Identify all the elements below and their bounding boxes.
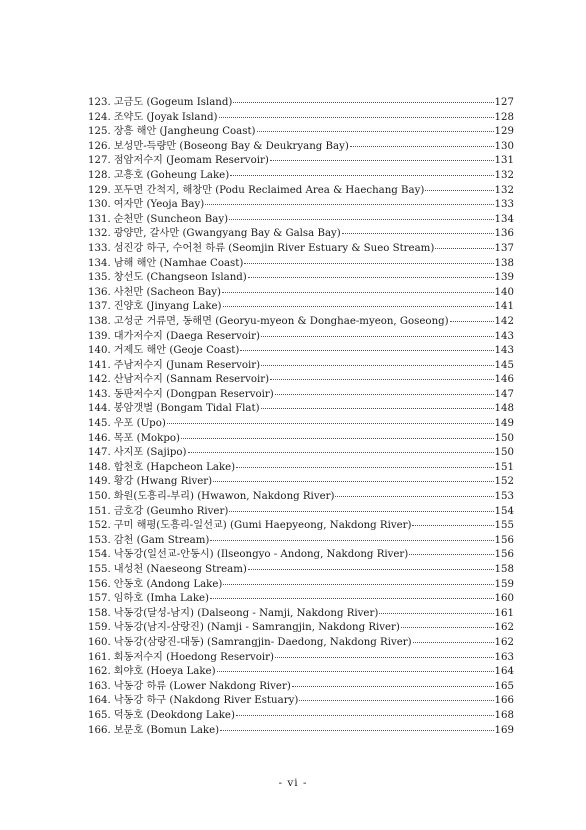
toc-entry-title: 낙동강(남지-삼랑진) (Namji - Samrangjin, Nakdong River): [113, 622, 400, 634]
toc-entry-title: 산남저수지 (Sannam Reservoir): [113, 374, 270, 386]
toc-dot-leader: [425, 190, 493, 191]
toc-entry-number: 133.: [88, 242, 111, 254]
toc-entry[interactable]: [88, 125, 514, 140]
toc-entry[interactable]: [88, 213, 514, 228]
toc-dot-leader: [223, 306, 494, 307]
toc-entry-number: 156.: [88, 578, 111, 590]
toc-dot-leader: [188, 452, 494, 453]
toc-entry-title: 여자만 (Yeoja Bay): [113, 199, 205, 211]
toc-entry-number: 128.: [88, 169, 111, 181]
toc-entry-number: 130.: [88, 199, 111, 211]
toc-entry[interactable]: [88, 111, 514, 126]
toc-entry[interactable]: [88, 286, 514, 301]
toc-dot-leader: [413, 642, 494, 643]
toc-entry-title: 고금도 (Gogeum Island): [113, 97, 233, 108]
toc-entry-page: 155: [494, 520, 514, 532]
toc-entry[interactable]: [88, 227, 514, 242]
toc-entry-page: 169: [494, 724, 514, 736]
toc-entry-title: 내성천 (Naeseong Stream): [113, 564, 247, 575]
toc-entry[interactable]: [88, 636, 514, 651]
toc-entry-number: 154.: [88, 549, 111, 561]
toc-entry-title: 낙동강(일선교-안동시) (Ilseongyo - Andong, Nakdong River): [113, 549, 409, 561]
toc-entry-page: 162: [494, 636, 514, 648]
toc-entry-page: 150: [494, 432, 514, 444]
toc-entry[interactable]: [88, 198, 514, 213]
toc-entry-title: 남해 해안 (Namhae Coast): [113, 257, 244, 269]
toc-entry-number: 136.: [88, 286, 111, 298]
toc-entry-page: 128: [494, 111, 514, 123]
toc-dot-leader: [244, 263, 493, 264]
toc-entry-page: 134: [494, 213, 514, 225]
toc-dot-leader: [248, 277, 494, 278]
toc-entry[interactable]: [88, 563, 514, 578]
toc-dot-leader: [229, 511, 493, 512]
toc-entry[interactable]: [88, 169, 514, 184]
toc-dot-leader: [292, 686, 494, 687]
table-of-contents: [88, 96, 514, 738]
toc-dot-leader: [222, 292, 494, 293]
toc-dot-leader: [257, 131, 494, 132]
toc-entry-page: 143: [494, 330, 514, 342]
toc-dot-leader: [342, 233, 494, 234]
toc-entry-page: 160: [494, 593, 514, 605]
toc-entry-number: 126.: [88, 140, 111, 152]
toc-dot-leader: [248, 569, 494, 570]
toc-entry[interactable]: [88, 315, 514, 330]
toc-entry-page: 148: [494, 403, 514, 415]
toc-entry-number: 146.: [88, 432, 111, 444]
toc-entry-title: 순천만 (Suncheon Bay): [113, 213, 229, 225]
toc-dot-leader: [233, 102, 493, 103]
toc-dot-leader: [335, 496, 493, 497]
toc-dot-leader: [270, 160, 494, 161]
toc-entry[interactable]: [88, 475, 514, 490]
toc-entry-page: 140: [494, 286, 514, 298]
toc-entry-number: 150.: [88, 491, 111, 503]
toc-dot-leader: [210, 598, 494, 599]
toc-entry-title: 사천만 (Sacheon Bay): [113, 286, 221, 298]
toc-entry-number: 132.: [88, 228, 111, 240]
toc-entry-title: 금호강 (Geumho River): [113, 505, 229, 517]
toc-entry[interactable]: [88, 359, 514, 374]
toc-dot-leader: [210, 540, 493, 541]
toc-entry-number: 143.: [88, 388, 111, 400]
toc-entry-number: 125.: [88, 126, 111, 138]
toc-entry-page: 162: [494, 622, 514, 634]
toc-entry-number: 162.: [88, 666, 111, 678]
toc-entry-number: 157.: [88, 593, 111, 605]
toc-entry-page: 147: [494, 388, 514, 400]
toc-entry-page: 151: [494, 461, 514, 473]
toc-entry[interactable]: [88, 96, 514, 111]
toc-entry-number: 138.: [88, 315, 111, 327]
toc-dot-leader: [379, 613, 493, 614]
toc-entry-page: 168: [494, 709, 514, 721]
toc-entry-number: 139.: [88, 330, 111, 342]
toc-entry-page: 153: [494, 491, 514, 503]
toc-entry-title: 대가저수지 (Daega Reservoir): [113, 330, 261, 342]
toc-entry-title: 회야호 (Hoeya Lake): [113, 666, 216, 678]
toc-entry[interactable]: [88, 432, 514, 447]
toc-entry[interactable]: [88, 709, 514, 724]
toc-entry-page: 141: [494, 301, 514, 313]
toc-dot-leader: [275, 394, 494, 395]
toc-entry[interactable]: [88, 621, 514, 636]
toc-entry-title: 섬진강 하구, 수어천 하류 (Seomjin River Estuary & Sueo Stream): [113, 242, 435, 254]
toc-entry[interactable]: [88, 592, 514, 607]
toc-entry[interactable]: [88, 417, 514, 432]
toc-entry-page: 131: [494, 155, 514, 167]
toc-entry-title: 낙동강 하구 (Nakdong River Estuary): [113, 695, 299, 707]
toc-entry-page: 133: [494, 199, 514, 211]
toc-entry[interactable]: [88, 184, 514, 199]
toc-entry-title: 고성군 거류면, 동해면 (Georyu-myeon & Donghae-myeon, Goseong): [113, 315, 449, 327]
toc-dot-leader: [412, 525, 493, 526]
toc-entry[interactable]: [88, 519, 514, 534]
toc-entry[interactable]: [88, 651, 514, 666]
toc-entry-number: 161.: [88, 651, 111, 663]
toc-dot-leader: [261, 365, 493, 366]
toc-entry-title: 덕동호 (Deokdong Lake): [113, 709, 235, 721]
toc-entry-page: 149: [494, 418, 514, 430]
toc-entry-number: 164.: [88, 695, 111, 707]
toc-dot-leader: [236, 715, 494, 716]
toc-entry[interactable]: [88, 578, 514, 593]
toc-entry-number: 155.: [88, 564, 111, 575]
toc-entry-page: 163: [494, 651, 514, 663]
toc-entry-page: 156: [494, 549, 514, 561]
toc-entry[interactable]: [88, 154, 514, 169]
toc-dot-leader: [223, 584, 493, 585]
toc-entry[interactable]: [88, 680, 514, 695]
toc-entry[interactable]: [88, 344, 514, 359]
toc-dot-leader: [435, 248, 493, 249]
toc-entry-title: 거제도 해안 (Geoje Coast): [113, 345, 240, 357]
toc-entry-page: 166: [494, 695, 514, 707]
toc-entry-title: 안동호 (Andong Lake): [113, 578, 223, 590]
toc-entry-page: 159: [494, 578, 514, 590]
toc-dot-leader: [261, 408, 494, 409]
toc-entry-title: 합천호 (Hapcheon Lake): [113, 461, 236, 473]
toc-entry-number: 123.: [88, 97, 111, 108]
toc-entry-number: 131.: [88, 213, 111, 225]
toc-entry[interactable]: [88, 271, 514, 286]
toc-entry-number: 140.: [88, 345, 111, 357]
toc-entry-number: 141.: [88, 359, 111, 371]
toc-entry-page: 127: [494, 97, 514, 108]
toc-entry-number: 124.: [88, 111, 111, 123]
toc-entry-page: 145: [494, 359, 514, 371]
toc-entry[interactable]: [88, 724, 514, 739]
toc-entry[interactable]: [88, 490, 514, 505]
toc-entry-title: 장흥 해안 (Jangheung Coast): [113, 126, 256, 138]
toc-entry-number: 129.: [88, 184, 111, 196]
toc-dot-leader: [236, 467, 493, 468]
toc-entry-page: 156: [494, 534, 514, 546]
toc-entry-number: 152.: [88, 520, 111, 532]
toc-entry-number: 160.: [88, 636, 111, 648]
toc-dot-leader: [261, 336, 494, 337]
toc-entry-page: 137: [494, 242, 514, 254]
toc-entry-title: 사지포 (Sajipo): [113, 447, 187, 459]
page-number: - vi -: [278, 777, 308, 789]
toc-entry-number: 144.: [88, 403, 111, 415]
toc-entry-page: 132: [494, 184, 514, 196]
toc-entry-title: 낙동강(달성-남지) (Dalseong - Namji, Nakdong River): [113, 607, 379, 619]
toc-entry[interactable]: [88, 257, 514, 272]
toc-entry-title: 낙동강 하류 (Lower Nakdong River): [113, 680, 291, 692]
toc-entry-title: 광양만, 갈사만 (Gwangyang Bay & Galsa Bay): [113, 228, 341, 240]
toc-entry-title: 보문호 (Bomun Lake): [113, 724, 220, 736]
toc-entry-number: 145.: [88, 418, 111, 430]
toc-entry[interactable]: [88, 330, 514, 345]
toc-dot-leader: [270, 379, 493, 380]
toc-entry-number: 158.: [88, 607, 111, 619]
toc-dot-leader: [401, 627, 494, 628]
toc-entry[interactable]: [88, 446, 514, 461]
toc-entry-number: 163.: [88, 680, 111, 692]
toc-entry-title: 회동저수지 (Hoedong Reservoir): [113, 651, 274, 663]
toc-entry-page: 132: [494, 169, 514, 181]
toc-entry-title: 낙동강(삼랑진-대동) (Samrangjin- Daedong, Nakdong River): [113, 636, 412, 648]
toc-dot-leader: [229, 219, 494, 220]
toc-dot-leader: [409, 554, 493, 555]
toc-entry-page: 165: [494, 680, 514, 692]
toc-dot-leader: [167, 423, 494, 424]
toc-entry-page: 136: [494, 228, 514, 240]
toc-entry-number: 135.: [88, 272, 111, 284]
toc-entry[interactable]: [88, 373, 514, 388]
toc-dot-leader: [240, 350, 493, 351]
toc-entry-title: 동판저수지 (Dongpan Reservoir): [113, 388, 274, 400]
toc-entry-page: 154: [494, 505, 514, 517]
toc-entry-page: 158: [494, 564, 514, 575]
toc-entry-number: 127.: [88, 155, 111, 167]
toc-dot-leader: [217, 671, 494, 672]
toc-entry-title: 목포 (Mokpo): [113, 432, 180, 444]
toc-entry-title: 주남저수지 (Junam Reservoir): [113, 359, 261, 371]
toc-entry-title: 포두면 간척지, 해창만 (Podu Reclaimed Area & Haechang Bay): [113, 184, 425, 196]
toc-entry[interactable]: [88, 300, 514, 315]
toc-entry[interactable]: [88, 402, 514, 417]
toc-entry-title: 점암저수지 (Jeomam Reservoir): [113, 155, 269, 167]
toc-dot-leader: [275, 657, 494, 658]
toc-entry-page: 142: [494, 315, 514, 327]
toc-entry[interactable]: [88, 548, 514, 563]
toc-entry-title: 보성만-득량만 (Boseong Bay & Deukryang Bay): [113, 140, 349, 152]
toc-entry-page: 130: [494, 140, 514, 152]
toc-entry-number: 148.: [88, 461, 111, 473]
toc-entry-title: 화원(도흥리-부리) (Hwawon, Nakdong River): [113, 491, 335, 503]
toc-entry[interactable]: [88, 140, 514, 155]
toc-entry[interactable]: [88, 534, 514, 549]
toc-entry-number: 147.: [88, 447, 111, 459]
toc-entry-page: 152: [494, 476, 514, 488]
toc-entry-page: 129: [494, 126, 514, 138]
toc-entry[interactable]: [88, 461, 514, 476]
toc-dot-leader: [181, 438, 494, 439]
toc-entry-title: 구미 해평(도흥리-일선교) (Gumi Haepyeong, Nakdong River): [113, 520, 412, 532]
toc-entry-page: 161: [494, 607, 514, 619]
toc-dot-leader: [350, 146, 494, 147]
toc-dot-leader: [205, 204, 493, 205]
toc-dot-leader: [220, 730, 493, 731]
toc-entry-page: 150: [494, 447, 514, 459]
toc-entry-title: 고흥호 (Goheung Lake): [113, 169, 230, 181]
toc-entry[interactable]: [88, 694, 514, 709]
toc-entry-title: 진양호 (Jinyang Lake): [113, 301, 222, 313]
toc-dot-leader: [299, 700, 493, 701]
toc-entry-page: 146: [494, 374, 514, 386]
toc-entry-number: 142.: [88, 374, 111, 386]
toc-entry-number: 151.: [88, 505, 111, 517]
toc-entry[interactable]: [88, 607, 514, 622]
toc-entry-number: 166.: [88, 724, 111, 736]
toc-entry[interactable]: [88, 665, 514, 680]
toc-entry-title: 임하호 (Imha Lake): [113, 593, 209, 605]
toc-entry[interactable]: [88, 388, 514, 403]
toc-entry-title: 우포 (Upo): [113, 418, 166, 430]
toc-entry-title: 창선도 (Changseon Island): [113, 272, 247, 284]
toc-entry-page: 139: [494, 272, 514, 284]
toc-entry-title: 조약도 (Joyak Island): [113, 111, 218, 123]
toc-entry-page: 138: [494, 257, 514, 269]
toc-dot-leader: [450, 321, 494, 322]
toc-entry-number: 153.: [88, 534, 111, 546]
toc-entry-number: 134.: [88, 257, 111, 269]
toc-entry-title: 감천 (Gam Stream): [113, 534, 210, 546]
toc-dot-leader: [230, 175, 493, 176]
toc-entry-number: 137.: [88, 301, 111, 313]
toc-entry-page: 164: [494, 666, 514, 678]
toc-dot-leader: [213, 481, 493, 482]
toc-entry-number: 159.: [88, 622, 111, 634]
toc-entry-title: 봉암갯벌 (Bongam Tidal Flat): [113, 403, 260, 415]
toc-entry-number: 149.: [88, 476, 111, 488]
toc-entry-page: 143: [494, 345, 514, 357]
toc-dot-leader: [219, 117, 494, 118]
toc-entry[interactable]: [88, 505, 514, 520]
toc-entry[interactable]: [88, 242, 514, 257]
toc-entry-number: 165.: [88, 709, 111, 721]
toc-entry-title: 황강 (Hwang River): [113, 476, 213, 488]
